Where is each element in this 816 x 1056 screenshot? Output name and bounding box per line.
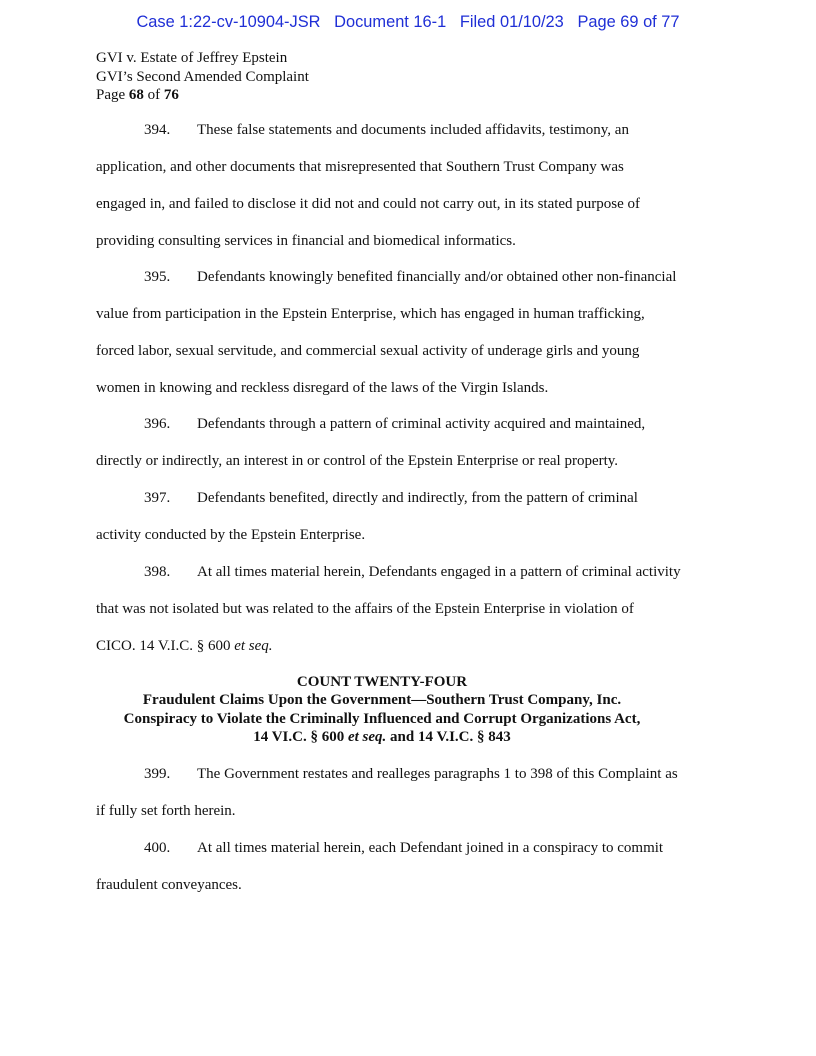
count-subtitle-statutes xyxy=(0,728,790,746)
stamp-filed-date: Filed 01/10/23 xyxy=(459,13,564,31)
count-heading xyxy=(0,673,790,747)
document-caption xyxy=(96,49,309,105)
count-subtitle-claims: Fraudulent Claims Upon the Government—Southern Trust Company, Inc. xyxy=(142,692,622,709)
paragraph-line: that was not isolated but was related to the affairs of the Epstein Enterprise in violation of xyxy=(96,601,634,617)
paragraph-number: 399. xyxy=(144,766,171,782)
paragraph-line xyxy=(96,628,721,665)
caption-document-title: GVI’s Second Amended Complaint xyxy=(96,68,309,85)
stamp-page-number: Page 69 of 77 xyxy=(577,13,680,31)
paragraph-line: engaged in, and failed to disclose it did not and could not carry out, in its stated purpose of xyxy=(96,196,641,212)
paragraph-line xyxy=(96,406,721,443)
paragraph-number: 396. xyxy=(144,416,171,432)
paragraph-396 xyxy=(96,406,721,480)
caption-case-name: GVI v. Estate of Jeffrey Epstein xyxy=(96,50,288,66)
paragraph-line: providing consulting services in financial and biomedical informatics. xyxy=(96,233,516,249)
paragraph-398 xyxy=(96,554,721,665)
paragraph-line: fraudulent conveyances. xyxy=(96,877,242,893)
paragraph-text: The Government restates and realleges paragraphs 1 to 398 of this Complaint as xyxy=(197,766,678,782)
count-title: COUNT TWENTY-FOUR xyxy=(296,674,468,690)
page-number: 68 xyxy=(128,87,144,103)
paragraph-line xyxy=(96,756,721,793)
page-word: Page xyxy=(96,87,126,103)
court-filing-stamp xyxy=(0,13,816,32)
paragraph-number: 398. xyxy=(144,564,171,580)
paragraph-number: 400. xyxy=(144,840,171,856)
paragraph-text: Defendants through a pattern of criminal activity acquired and maintained, xyxy=(197,416,646,432)
paragraph-line xyxy=(96,480,721,517)
paragraph-line: directly or indirectly, an interest in or control of the Epstein Enterprise or real property. xyxy=(96,453,619,469)
stamp-case-number: Case 1:22-cv-10904-JSR xyxy=(136,13,321,31)
paragraph-397 xyxy=(96,480,721,554)
paragraph-399 xyxy=(96,756,721,830)
paragraph-394 xyxy=(96,112,721,260)
paragraph-number: 394. xyxy=(144,122,171,138)
paragraph-line: activity conducted by the Epstein Enterprise. xyxy=(96,527,366,543)
paragraph-text: At all times material herein, each Defendant joined in a conspiracy to commit xyxy=(197,840,664,856)
paragraph-400 xyxy=(96,830,721,904)
statute-suffix: and 14 V.I.C. § 843 xyxy=(386,729,511,746)
statute-citation: CICO. 14 V.I.C. § 600 xyxy=(96,638,235,654)
caption-page-indicator xyxy=(96,86,309,105)
paragraph-line: application, and other documents that misrepresented that Southern Trust Company was xyxy=(96,159,624,175)
page-total: 76 xyxy=(163,87,179,103)
paragraph-line: if fully set forth herein. xyxy=(96,803,236,819)
stamp-document-number: Document 16-1 xyxy=(334,13,447,31)
paragraph-number: 397. xyxy=(144,490,171,506)
paragraph-text: These false statements and documents included affidavits, testimony, an xyxy=(197,122,629,138)
et-seq-italic: et seq. xyxy=(347,729,387,746)
of-word: of xyxy=(147,87,161,103)
paragraph-line xyxy=(96,554,721,591)
paragraph-number: 395. xyxy=(144,269,171,285)
paragraph-line: women in knowing and reckless disregard of the laws of the Virgin Islands. xyxy=(96,380,549,396)
paragraph-line xyxy=(96,259,721,296)
paragraph-line: value from participation in the Epstein Enterprise, which has engaged in human trafficking, xyxy=(96,306,645,322)
paragraph-text: Defendants benefited, directly and indirectly, from the pattern of criminal xyxy=(197,490,638,506)
statute-prefix: 14 VI.C. § 600 xyxy=(253,729,348,746)
paragraph-text: At all times material herein, Defendants engaged in a pattern of criminal activity xyxy=(197,564,681,580)
paragraph-line xyxy=(96,830,721,867)
paragraph-line xyxy=(96,112,721,149)
paragraph-395 xyxy=(96,259,721,407)
paragraph-line: forced labor, sexual servitude, and commercial sexual activity of underage girls and young xyxy=(96,343,640,359)
et-seq-italic: et seq. xyxy=(234,638,273,654)
paragraph-text: Defendants knowingly benefited financially and/or obtained other non-financial xyxy=(197,269,677,285)
count-subtitle-conspiracy: Conspiracy to Violate the Criminally Influenced and Corrupt Organizations Act, xyxy=(123,710,641,727)
